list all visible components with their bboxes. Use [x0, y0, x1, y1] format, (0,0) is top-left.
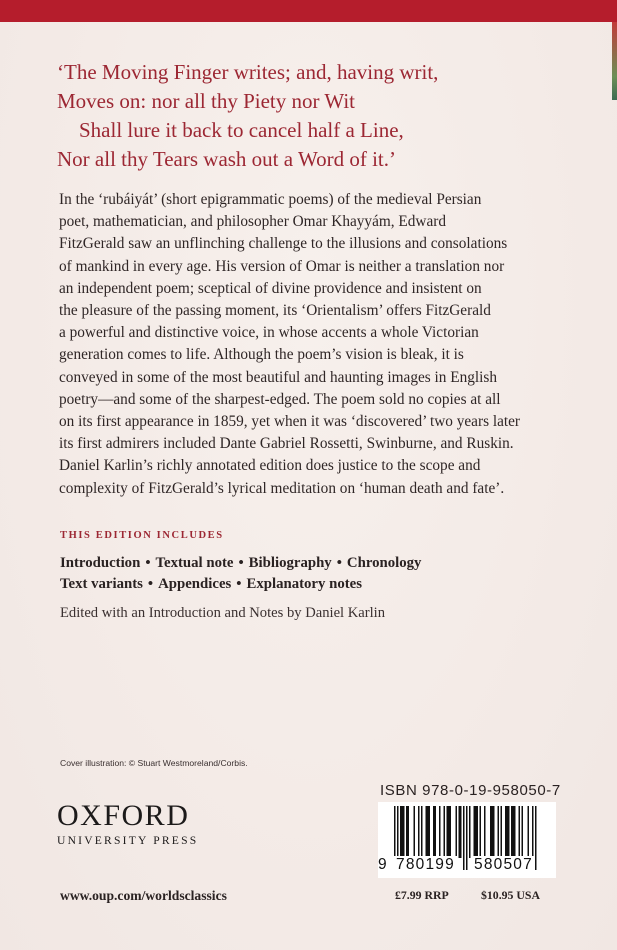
barcode-bar — [400, 806, 402, 858]
description-line: its first admirers included Dante Gabriel Rossetti, Swinburne, and Ruskin. — [59, 435, 514, 453]
bullet-separator: • — [236, 576, 242, 592]
barcode-bar — [414, 806, 416, 858]
barcode-bar — [477, 806, 479, 858]
barcode-bar — [402, 806, 404, 858]
barcode-bar — [514, 806, 516, 858]
description-line: FitzGerald saw an unflinching challenge to the illusions and consolations — [59, 235, 508, 253]
epigraph-line: ‘The Moving Finger writes; and, having writ, — [57, 60, 439, 84]
barcode-bar — [448, 806, 450, 858]
publisher-subtitle: UNIVERSITY PRESS — [57, 834, 199, 847]
features-row-1 — [60, 553, 421, 574]
editor-credit: Edited with an Introduction and Notes by Daniel Karlin — [60, 605, 386, 621]
barcode-bar — [450, 806, 452, 858]
barcode-bar — [484, 806, 486, 858]
description-line: In the ‘rubáiyát’ (short epigrammatic poems) of the medieval Persian — [59, 191, 482, 208]
description-line: an independent poem; sceptical of divine providence and insistent on — [59, 279, 482, 297]
barcode-bar — [459, 806, 461, 858]
barcode-bar — [408, 806, 410, 858]
barcode-bar — [435, 806, 437, 858]
barcode-bar — [429, 806, 431, 858]
barcode-digits — [378, 856, 556, 878]
barcode-bar — [426, 806, 428, 858]
feature-item: Appendices — [158, 576, 232, 592]
description-line: of mankind in every age. His version of Omar is neither a translation nor — [59, 257, 505, 275]
barcode-bar — [474, 806, 476, 858]
barcode-bar — [522, 806, 524, 858]
description-line: poetry—and some of the sharpest-edged. The poem sold no copies at all — [59, 390, 501, 408]
feature-item: Introduction — [60, 555, 141, 571]
barcode-bar — [480, 806, 482, 858]
barcode-bar — [418, 806, 420, 858]
barcode-bar — [456, 806, 458, 858]
price-us: $10.95 USA — [481, 888, 540, 902]
cover-illustration-credit: Cover illustration: © Stuart Westmoreland/Corbis. — [60, 758, 248, 768]
feature-item: Explanatory notes — [246, 576, 362, 592]
top-color-band — [0, 0, 617, 22]
feature-item: Textual note — [155, 555, 234, 571]
barcode-bar — [444, 806, 446, 858]
description-line: poet, mathematician, and philosopher Omar Khayyám, Edward — [59, 213, 446, 231]
epigraph-line: Moves on: nor all thy Piety nor Wit — [57, 89, 355, 113]
barcode-bar — [507, 806, 509, 858]
barcode-bar — [460, 806, 462, 858]
oxford-logo — [57, 800, 207, 847]
barcode-bar — [433, 806, 435, 858]
barcode-lead-digit: 9 — [378, 856, 388, 873]
bullet-separator: • — [238, 555, 244, 571]
description-line: a powerful and distinctive voice, in whose accents a whole Victorian — [59, 324, 479, 342]
barcode-bar — [508, 806, 510, 858]
barcode-bar — [490, 806, 492, 858]
barcode-bar — [492, 806, 494, 858]
description-line: the pleasure of the passing moment, its ‘Orientalism’ offers FitzGerald — [59, 302, 491, 320]
feature-item: Chronology — [346, 555, 422, 571]
cover-edge-strip — [612, 22, 617, 100]
barcode-bar — [511, 806, 513, 858]
barcode-bar — [427, 806, 429, 858]
barcode-bar — [406, 806, 408, 858]
barcode-bar — [501, 806, 503, 858]
epigraph-quote — [57, 58, 438, 174]
epigraph-line: Nor all thy Tears wash out a Word of it.’ — [57, 147, 396, 171]
barcode-bar — [439, 806, 441, 858]
description-line: on its first appearance in 1859, yet when it was ‘discovered’ two years later — [59, 413, 521, 431]
barcode-bar — [528, 806, 530, 858]
barcode-bar — [469, 806, 471, 858]
barcode-bar — [513, 806, 515, 858]
barcode-bar — [421, 806, 423, 858]
description-line: conveyed in some of the most beautiful and haunting images in English — [59, 368, 498, 386]
barcode-right-digits: 580507 — [474, 856, 533, 873]
barcode-bar — [493, 806, 495, 858]
feature-item: Text variants — [60, 576, 143, 592]
barcode-left-digits: 780199 — [396, 856, 455, 873]
edition-includes-heading: THIS EDITION INCLUDES — [60, 530, 224, 541]
epigraph-line: Shall lure it back to cancel half a Line, — [79, 118, 404, 142]
publisher-url: www.oup.com/worldsclassics — [60, 888, 227, 903]
feature-item: Bibliography — [248, 555, 332, 571]
barcode-bar — [498, 806, 500, 858]
publisher-name: OXFORD — [57, 799, 190, 832]
description-line: complexity of FitzGerald’s lyrical meditation on ‘human death and fate’. — [59, 479, 505, 497]
barcode-bar — [475, 806, 477, 858]
edition-features — [60, 553, 421, 595]
description-paragraph — [59, 189, 571, 500]
description-line: generation comes to life. Although the poem’s vision is bleak, it is — [59, 346, 464, 364]
bullet-separator: • — [336, 555, 342, 571]
isbn-label: ISBN 978-0-19-958050-7 — [380, 782, 561, 799]
barcode-bar — [403, 806, 405, 858]
features-row-2 — [60, 574, 421, 595]
description-line: Daniel Karlin’s richly annotated edition does justice to the scope and — [59, 457, 481, 475]
barcode-bar — [447, 806, 449, 858]
barcode-bar — [519, 806, 521, 858]
bullet-separator: • — [147, 576, 154, 592]
bullet-separator: • — [145, 555, 151, 571]
price-uk: £7.99 RRP — [395, 888, 449, 902]
barcode-bar — [505, 806, 507, 858]
